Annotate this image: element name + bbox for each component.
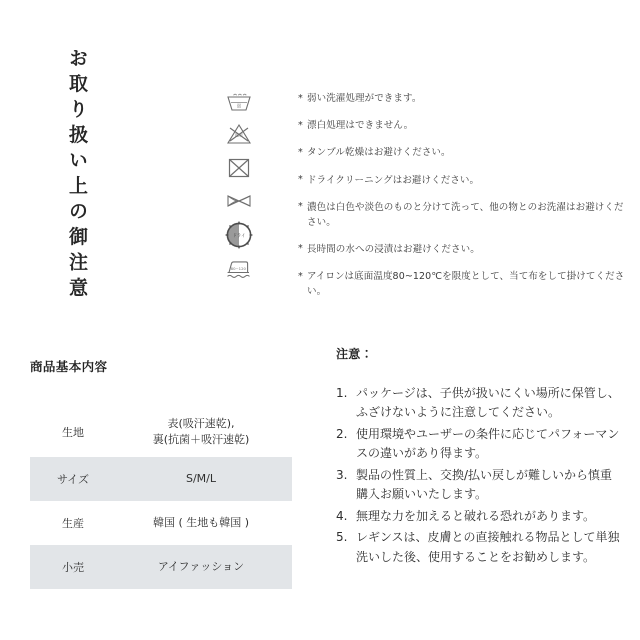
bullet-marker: * — [298, 270, 303, 282]
care-note-item — [298, 146, 628, 161]
spec-label: 生地 — [62, 426, 84, 439]
wash-tub-gentle-icon — [213, 84, 265, 118]
bullet-marker: * — [298, 201, 303, 213]
list-item-text: パッケージは、子供が扱いにくい場所に保管し、ふざけないように注意してください。 — [356, 386, 620, 420]
iron-with-cloth-icon — [213, 252, 265, 286]
care-symbol-list — [213, 84, 265, 285]
list-item — [336, 425, 624, 464]
no-dry-clean-circle-icon — [213, 218, 265, 252]
list-item — [336, 384, 624, 423]
list-item-number: 4. — [336, 508, 348, 523]
table-row — [30, 501, 292, 545]
bullet-marker: * — [298, 146, 303, 158]
svg-text:80~120: 80~120 — [230, 266, 246, 272]
care-note-item — [298, 201, 628, 230]
svg-text:塩素: 塩素 — [235, 132, 243, 138]
list-item-text: 無理な力を加えると破れる恐れがあります。 — [356, 508, 596, 523]
bullet-marker: * — [298, 243, 303, 255]
spec-table-heading: 商品基本内容 — [30, 359, 108, 374]
caution-list — [336, 384, 624, 567]
list-item-text: 製品の性質上、交換/払い戻しが難しいから慎重購入お願いいたします。 — [356, 467, 613, 502]
care-note-item — [298, 270, 628, 299]
list-item-number: 2. — [336, 426, 348, 441]
svg-text:弱: 弱 — [236, 104, 242, 110]
table-row — [30, 407, 292, 457]
spec-label: 生産 — [62, 517, 84, 530]
list-item-text: レギンスは、皮膚との直接触れる物品として単独洗いした後、使用することをお勧めします。 — [356, 530, 620, 564]
care-note-item — [298, 174, 628, 189]
caution-section — [336, 345, 624, 569]
care-note-item — [298, 243, 628, 258]
care-note-item — [298, 119, 628, 134]
spec-value: 表(吸汗速乾), 裏(抗菌＋吸汗速乾) — [152, 417, 250, 446]
bullet-marker: * — [298, 92, 303, 104]
care-section-title: お取り扱い上の御注意 — [66, 48, 88, 303]
list-item — [336, 466, 624, 505]
svg-text:ドライ: ドライ — [232, 233, 246, 239]
care-note-text: 弱い洗濯処理ができます。 — [307, 93, 422, 104]
table-row — [30, 457, 292, 501]
table-row — [30, 545, 292, 589]
care-note-text: 漂白処理はできません。 — [307, 120, 414, 132]
spec-value: アイファッション — [157, 560, 245, 574]
bullet-marker: * — [298, 119, 303, 131]
list-item-number: 1. — [336, 386, 348, 400]
care-note-text: タンブル乾燥はお避けください。 — [307, 147, 451, 159]
no-wring-icon — [213, 185, 265, 219]
no-tumble-dry-icon — [213, 151, 265, 185]
product-spec-section — [30, 357, 292, 589]
care-note-text: アイロンは底面温度80~120℃を限度として、当て布をして掛けてください。 — [307, 271, 625, 297]
spec-value: S/M/L — [185, 472, 216, 486]
list-item-number: 5. — [336, 530, 348, 545]
spec-value: 韓国 ( 生地も韓国 ) — [152, 516, 250, 530]
care-note-text: 濃色は白色や淡色のものと分けて洗って、他の物とのお洗濯はお避けください。 — [307, 201, 624, 228]
bullet-marker: * — [298, 174, 303, 186]
spec-label: 小売 — [62, 561, 84, 574]
list-item-number: 3. — [336, 467, 348, 482]
spec-label: サイズ — [56, 473, 90, 486]
care-note-list — [298, 92, 628, 312]
list-item — [336, 528, 624, 567]
no-bleach-triangle-icon — [213, 118, 265, 152]
care-note-text: ドライクリーニングはお避けください。 — [307, 174, 480, 186]
caution-heading: 注意： — [336, 347, 373, 361]
list-item — [336, 507, 624, 526]
care-note-text: 長時間の水への浸漬はお避けください。 — [307, 243, 480, 255]
care-note-item — [298, 92, 628, 107]
list-item-text: 使用環境やユーザーの条件に応じてパフォーマンスの違いがあり得ます。 — [356, 426, 620, 461]
